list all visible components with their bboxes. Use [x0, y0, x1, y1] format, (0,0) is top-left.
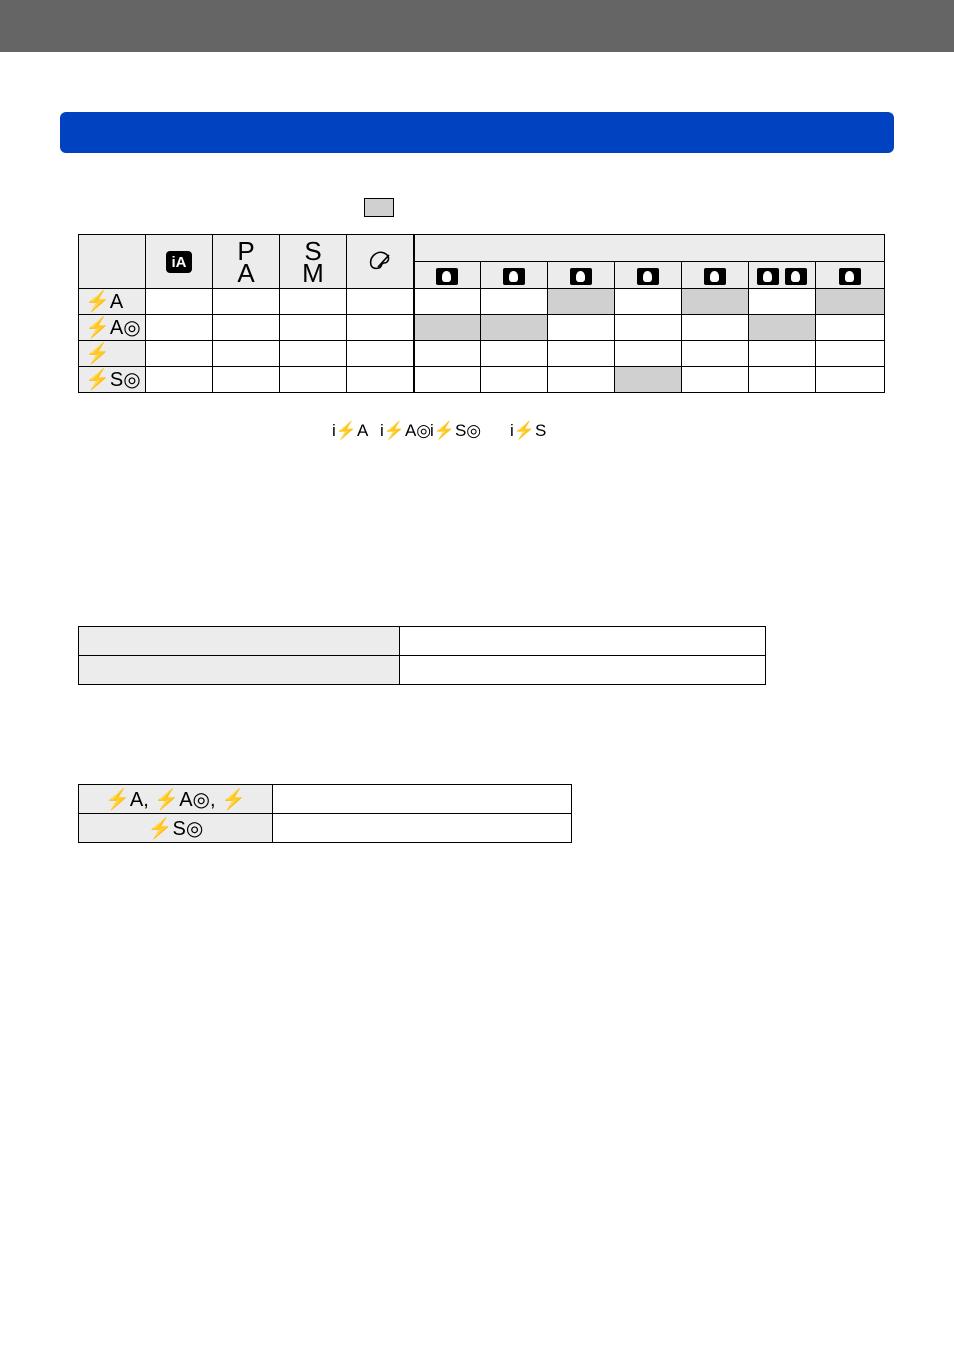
top-header-bar: [0, 0, 954, 52]
flash-auto-redeye-icon: ⚡A◎: [85, 317, 141, 339]
food-scene-icon: [704, 268, 726, 285]
header-mode-pa: [213, 235, 280, 289]
header-scene-6: [749, 262, 816, 289]
scene-mode-header: [414, 235, 885, 262]
shutter-mode-icon: S: [304, 235, 322, 266]
row-flash-auto-redeye: [79, 315, 885, 341]
header-scene-3: [548, 262, 615, 289]
ia-flash-slow-redeye-icon: i⚡S◎: [430, 421, 482, 440]
flash-auto-redeye-icon: ⚡A◎: [154, 788, 211, 811]
ia-flash-auto-icon: i⚡A: [332, 421, 369, 440]
creative-control-palette-icon: [367, 247, 393, 273]
ia-flash-slow-icon: i⚡S: [510, 421, 547, 440]
header-mode-sm: [280, 235, 347, 289]
header-scene-5: [682, 262, 749, 289]
header-scene-4: [615, 262, 682, 289]
flash-slow-sync-redeye-icon: ⚡S◎: [147, 817, 204, 840]
row-flash-slow-sync-redeye: [79, 367, 885, 393]
baby2-scene-icon: [785, 268, 807, 285]
flash-auto-icon: ⚡A: [85, 291, 124, 313]
header-scene-1: [414, 262, 481, 289]
corner-cell: [79, 235, 146, 289]
unavailable-legend-swatch: [364, 198, 394, 217]
table-row: [79, 627, 766, 656]
program-mode-icon: P: [237, 235, 255, 266]
header-mode-creative: [347, 235, 414, 289]
table-row: ⚡A, ⚡A◎, ⚡: [79, 785, 572, 814]
night-portrait-scene-icon: [503, 268, 525, 285]
flash-forced-on-icon: ⚡: [221, 788, 247, 811]
table-row: [79, 656, 766, 685]
sports-scene-icon: [570, 268, 592, 285]
header-scene-7: [816, 262, 885, 289]
section-title-bar: [60, 112, 894, 153]
flash-forced-on-icon: ⚡: [85, 343, 110, 365]
flash-availability-table: [78, 234, 885, 393]
table-row: [79, 814, 572, 843]
flash-slow-sync-redeye-icon: ⚡S◎: [85, 369, 141, 391]
header-mode-ia: [146, 235, 213, 289]
manual-mode-icon: M: [302, 257, 324, 288]
ia-flash-auto-redeye-icon: i⚡A◎: [380, 421, 432, 440]
baby1-scene-icon: [757, 268, 779, 285]
pet-scene-icon: [839, 268, 861, 285]
party-scene-icon: [637, 268, 659, 285]
row-flash-forced-on: [79, 341, 885, 367]
header-scene-2: [481, 262, 548, 289]
flash-range-table: [78, 626, 766, 685]
aperture-mode-icon: A: [237, 257, 255, 288]
flash-auto-icon: ⚡A: [104, 788, 144, 811]
row-flash-auto: [79, 289, 885, 315]
portrait-scene-icon: [436, 268, 458, 285]
shutter-speed-table: [78, 784, 572, 843]
intelligent-auto-icon: iA: [166, 251, 192, 273]
